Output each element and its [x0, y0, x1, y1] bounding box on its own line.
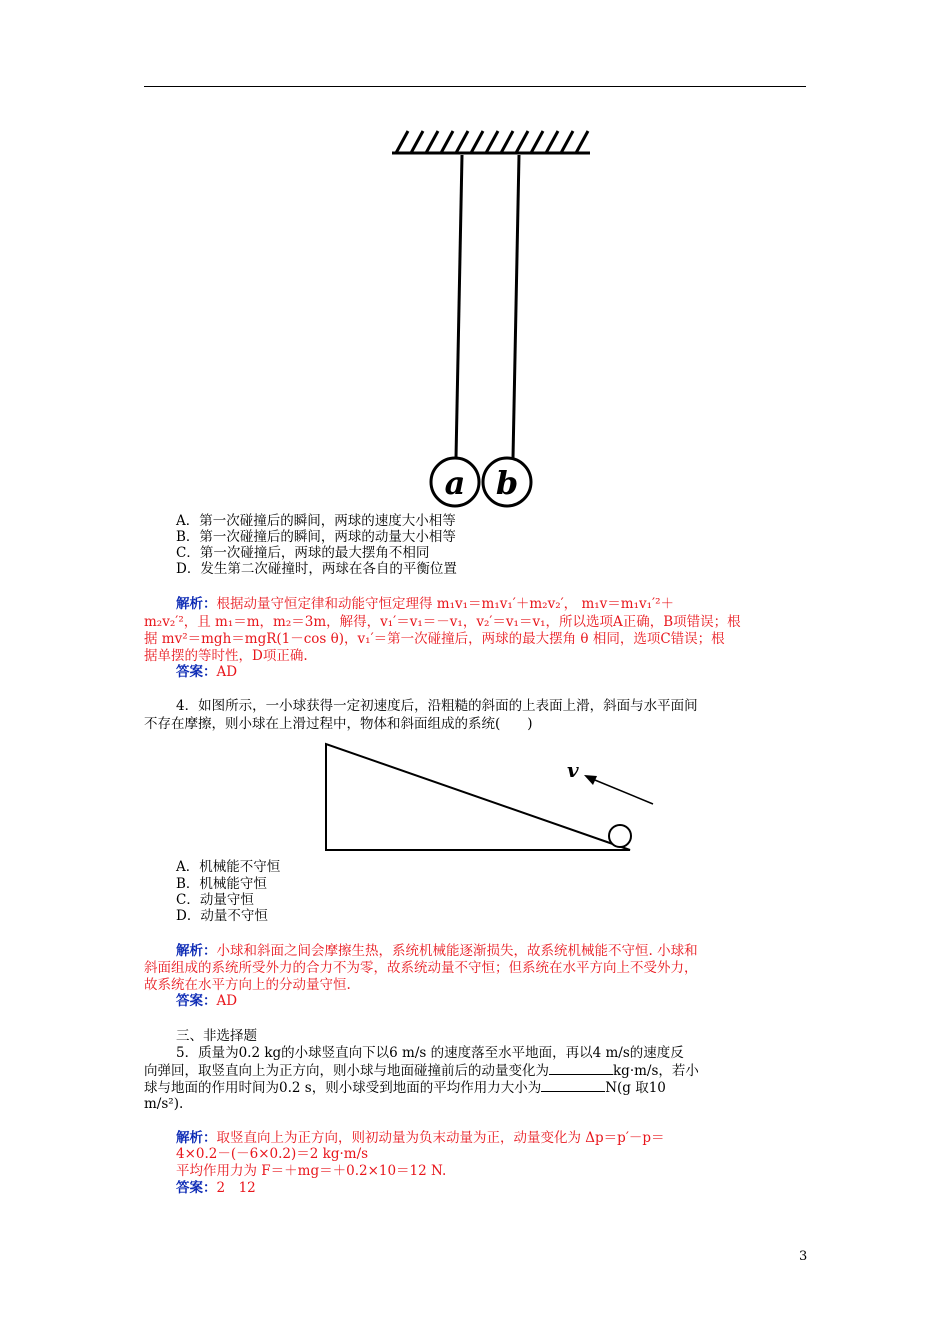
q4-option-c: C．动量守恒	[176, 892, 254, 908]
q3-option-d: D．发生第二次碰撞时，两球在各自的平衡位置	[176, 561, 457, 577]
ball-b-label: b	[495, 464, 519, 502]
q3-analysis-line-3: 据 mv²＝mgh＝mgR(1－cos θ)，v₁′＝第一次碰撞后，两球的最大摆角 θ 相同，选项C错误；根	[144, 631, 725, 647]
q4-analysis-line-3: 故系统在水平方向上的分动量守恒.	[144, 977, 351, 993]
q5-blank-momentum[interactable]	[549, 1062, 613, 1075]
q5-stem-line-2-unit: kg·m/s，若小	[613, 1063, 699, 1079]
q4-stem-line-2: 不存在摩擦，则小球在上滑过程中，物体和斜面组成的系统( )	[144, 716, 533, 732]
pendulum-figure-drawing	[380, 120, 600, 515]
q4-stem-line-1: 4．如图所示，一小球获得一定初速度后，沿粗糙的斜面的上表面上滑，斜面与水平面间	[176, 698, 698, 714]
q4-answer	[176, 993, 237, 1009]
q5-stem-line-4: m/s²).	[144, 1096, 184, 1112]
q5-stem-line-3-unit: N(g 取10	[605, 1080, 666, 1096]
q5-analysis-line-2: 4×0.2－(－6×0.2)＝2 kg·m/s	[176, 1146, 369, 1162]
q4-analysis-line-1	[176, 943, 698, 959]
q4-option-b: B．机械能守恒	[176, 876, 267, 892]
velocity-arrow-head	[584, 775, 597, 785]
q3-option-a: A．第一次碰撞后的瞬间，两球的速度大小相等	[176, 513, 456, 529]
q3-analysis-line-4: 据单摆的等时性，D项正确.	[144, 648, 308, 664]
incline-figure	[320, 740, 665, 856]
q5-force-line: 平均作用力为 F＝＋mg＝＋0.2×10＝12 N.	[176, 1163, 447, 1179]
incline-triangle	[326, 744, 630, 850]
q3-analysis-label: 解析：	[176, 596, 217, 612]
q4-answer-label: 答案：	[176, 993, 217, 1009]
q5-analysis-line-1	[176, 1130, 665, 1146]
q4-option-d: D．动量不守恒	[176, 908, 268, 924]
q3-answer-label: 答案：	[176, 664, 217, 680]
section-3-heading: 三、非选择题	[176, 1028, 257, 1044]
q3-analysis-line-1	[176, 596, 674, 612]
q5-answer	[176, 1180, 256, 1196]
q3-option-c: C．第一次碰撞后，两球的最大摆角不相同	[176, 545, 430, 561]
q5-stem-line-2	[144, 1062, 806, 1080]
string-a	[456, 155, 462, 458]
q3-option-b: B．第一次碰撞后的瞬间，两球的动量大小相等	[176, 529, 456, 545]
q5-blank-force[interactable]	[541, 1079, 605, 1092]
q5-stem-line-3	[144, 1079, 806, 1097]
q5-stem-line-1: 5．质量为0.2 kg的小球竖直向下以6 m/s 的速度落至水平地面，再以4 m/s的速度反	[176, 1045, 684, 1061]
q3-analysis-line-2: m₂v₂′²，且 m₁＝m，m₂＝3m，解得，v₁′＝v₁＝－v₁，v₂′＝v₁＝v₁，所以选项A正确，B项错误；根	[144, 614, 741, 630]
string-b	[513, 155, 519, 458]
q4-analysis-text-1: 小球和斜面之间会摩擦生热，系统机械能逐渐损失，故系统机械能不守恒. 小球和	[216, 943, 698, 959]
q4-option-a: A．机械能不守恒	[176, 859, 281, 875]
q5-answer-label: 答案：	[176, 1180, 217, 1196]
q3-answer-value: AD	[216, 664, 238, 680]
header-rule	[144, 86, 806, 87]
q5-analysis-text-1: 取竖直向上为正方向，则初动量为负末动量为正，动量变化为 Δp＝p′－p＝	[216, 1130, 665, 1146]
velocity-arrow-shaft	[590, 778, 653, 804]
q3-answer	[176, 664, 237, 680]
velocity-label: v	[567, 758, 579, 782]
q4-answer-value: AD	[216, 993, 238, 1009]
q4-analysis-line-2: 斜面组成的系统所受外力的合力不为零，故系统动量不守恒；但系统在水平方向上不受外力，	[144, 960, 698, 976]
q4-analysis-label: 解析：	[176, 943, 217, 959]
ball-a-label: a	[444, 464, 466, 502]
ceiling-hatch-lines	[396, 131, 588, 153]
q5-analysis-label: 解析：	[176, 1130, 217, 1146]
q3-analysis-text-1: 根据动量守恒定律和动能守恒定理得 m₁v₁＝m₁v₁′＋m₂v₂′， m₁v＝m₁v₁′²＋	[216, 596, 675, 612]
incline-ball	[609, 825, 631, 847]
q5-stem-line-3-text: 球与地面的作用时间为0.2 s，则小球受到地面的平均作用力大小为	[144, 1080, 542, 1096]
page-number: 3	[799, 1249, 808, 1264]
q5-stem-line-2-text: 向弹回，取竖直向上为正方向，则小球与地面碰撞前后的动量变化为	[144, 1063, 549, 1079]
q5-answer-value: 2 12	[216, 1180, 256, 1196]
